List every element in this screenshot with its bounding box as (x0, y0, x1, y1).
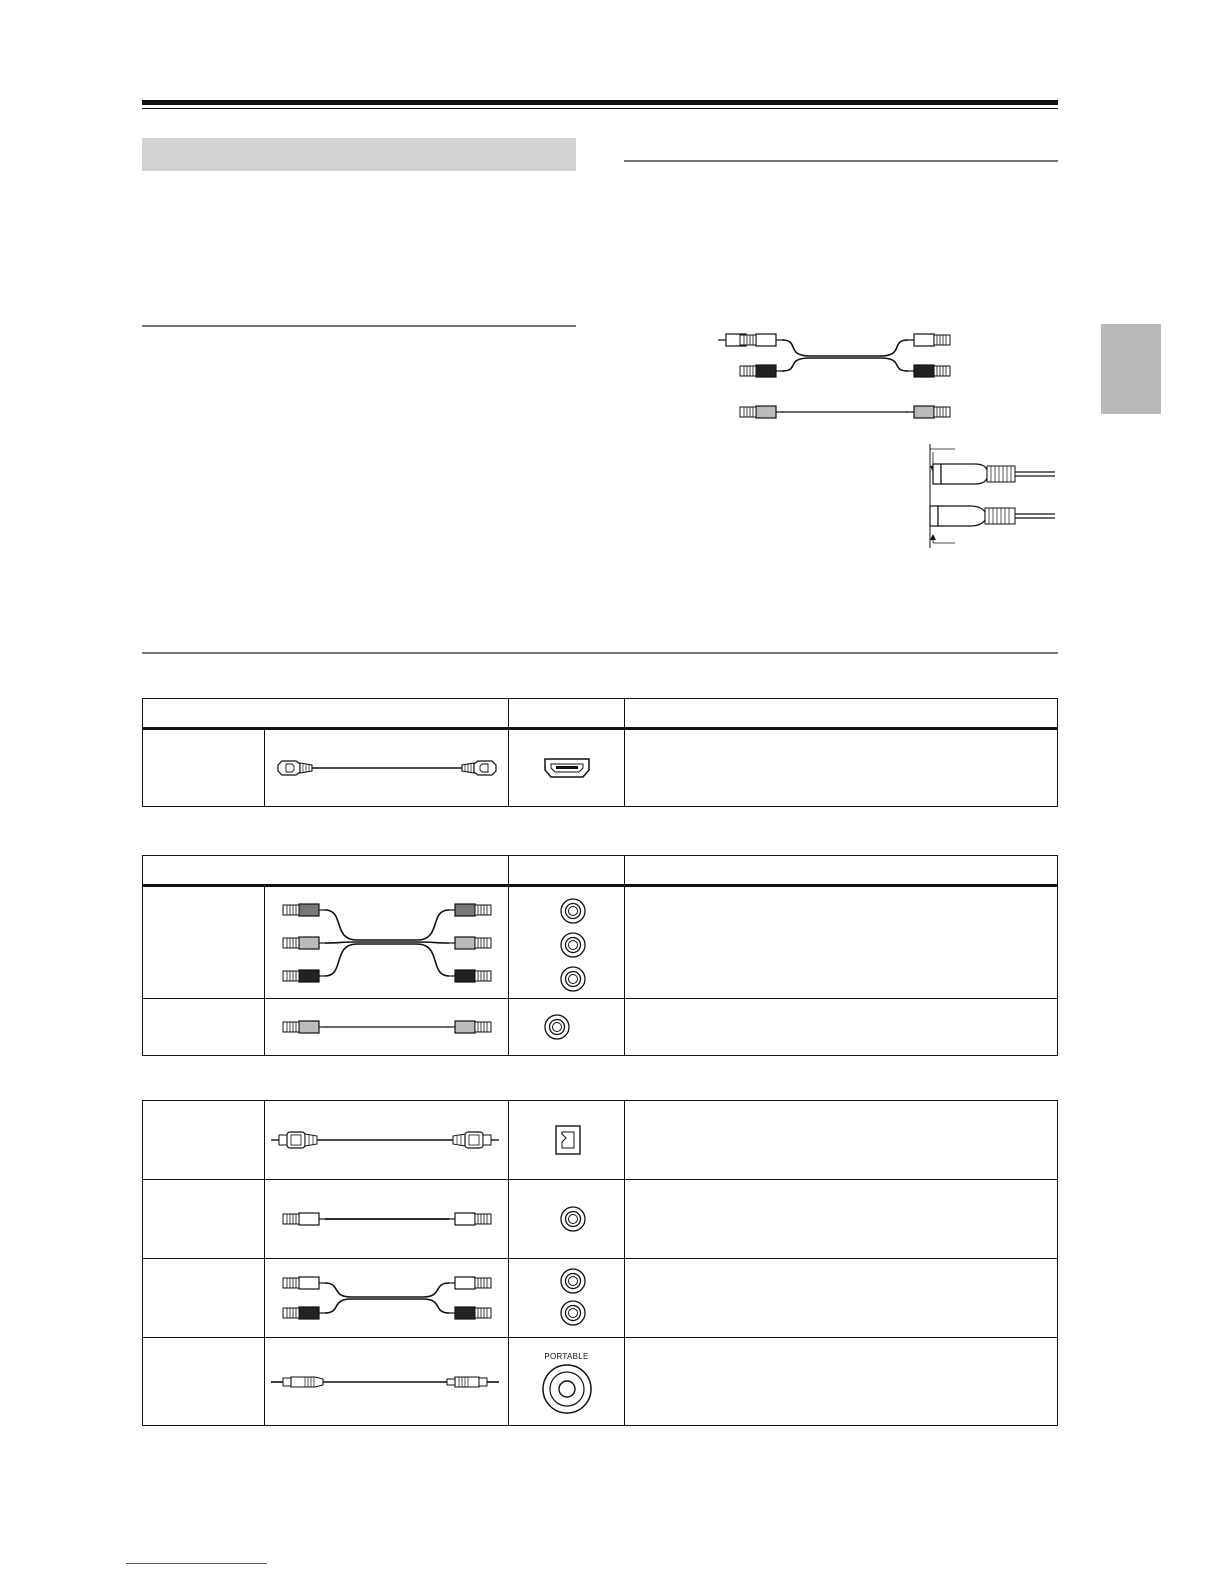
table-row (143, 1180, 1058, 1259)
table-row (143, 886, 1058, 999)
chapter-side-tab (1101, 324, 1161, 414)
component-cable-icon (267, 898, 507, 988)
description-cell (625, 1338, 1058, 1426)
hdmi-jack-icon (542, 756, 592, 780)
section-rule-full (142, 652, 1058, 654)
table-row (143, 999, 1058, 1056)
table-header-row (143, 856, 1058, 886)
portable-jack-cell (509, 1338, 625, 1426)
header-cable (143, 856, 509, 886)
header-cable (143, 699, 509, 729)
section-rule-left (142, 325, 576, 327)
component-jack-icon (537, 891, 597, 995)
table-header-row (143, 699, 1058, 729)
row-label (143, 1338, 265, 1426)
table-row (143, 1338, 1058, 1426)
header-description (625, 699, 1058, 729)
section-banner (142, 138, 576, 171)
composite-jack-cell (509, 999, 625, 1056)
header-rule-thick (142, 100, 1058, 105)
rca-cable-illustration (710, 328, 970, 428)
row-label (143, 1101, 265, 1180)
optical-cable-icon (267, 1125, 507, 1155)
component-jack-cell (509, 886, 625, 999)
optical-jack-icon (537, 1120, 597, 1160)
description-cell (625, 1259, 1058, 1338)
plug-insertion-illustration (915, 444, 1060, 548)
analog-audio-jack-icon (537, 1263, 597, 1333)
video-connection-table (142, 855, 1058, 1056)
header-rule-thin (142, 108, 1058, 109)
row-label (143, 1180, 265, 1259)
description-cell (625, 886, 1058, 999)
header-description (625, 856, 1058, 886)
table-row (143, 1259, 1058, 1338)
hdmi-cable-icon (272, 753, 502, 783)
description-cell (625, 1101, 1058, 1180)
description-cell (625, 1180, 1058, 1259)
row-label (143, 1259, 265, 1338)
row-label (143, 999, 265, 1056)
table-row (143, 729, 1058, 807)
optical-jack-cell (509, 1101, 625, 1180)
header-jack (509, 699, 625, 729)
coaxial-jack-icon (537, 1202, 597, 1236)
description-cell (625, 729, 1058, 807)
hdmi-connection-table (142, 698, 1058, 807)
coaxial-jack-cell (509, 1180, 625, 1259)
minijack-cable-cell (265, 1338, 509, 1426)
table-row (143, 1101, 1058, 1180)
description-cell (625, 999, 1058, 1056)
hdmi-jack-cell (509, 729, 625, 807)
portable-jack-icon (537, 1361, 597, 1417)
section-rule-right (624, 160, 1058, 162)
hdmi-cable-cell (265, 729, 509, 807)
coaxial-cable-cell (265, 1180, 509, 1259)
footer-link-underline[interactable] (126, 1563, 267, 1564)
analog-audio-jack-cell (509, 1259, 625, 1338)
composite-cable-icon (267, 1017, 507, 1037)
optical-cable-cell (265, 1101, 509, 1180)
coaxial-cable-icon (267, 1209, 507, 1229)
composite-jack-icon (537, 1010, 597, 1044)
analog-audio-cable-cell (265, 1259, 509, 1338)
row-label (143, 886, 265, 999)
composite-cable-cell (265, 999, 509, 1056)
component-cable-cell (265, 886, 509, 999)
audio-connection-table (142, 1100, 1058, 1426)
portable-jack-label: PORTABLE (544, 1352, 589, 1361)
header-jack (509, 856, 625, 886)
analog-audio-cable-icon (267, 1273, 507, 1323)
row-label (143, 729, 265, 807)
minijack-cable-icon (267, 1372, 507, 1392)
